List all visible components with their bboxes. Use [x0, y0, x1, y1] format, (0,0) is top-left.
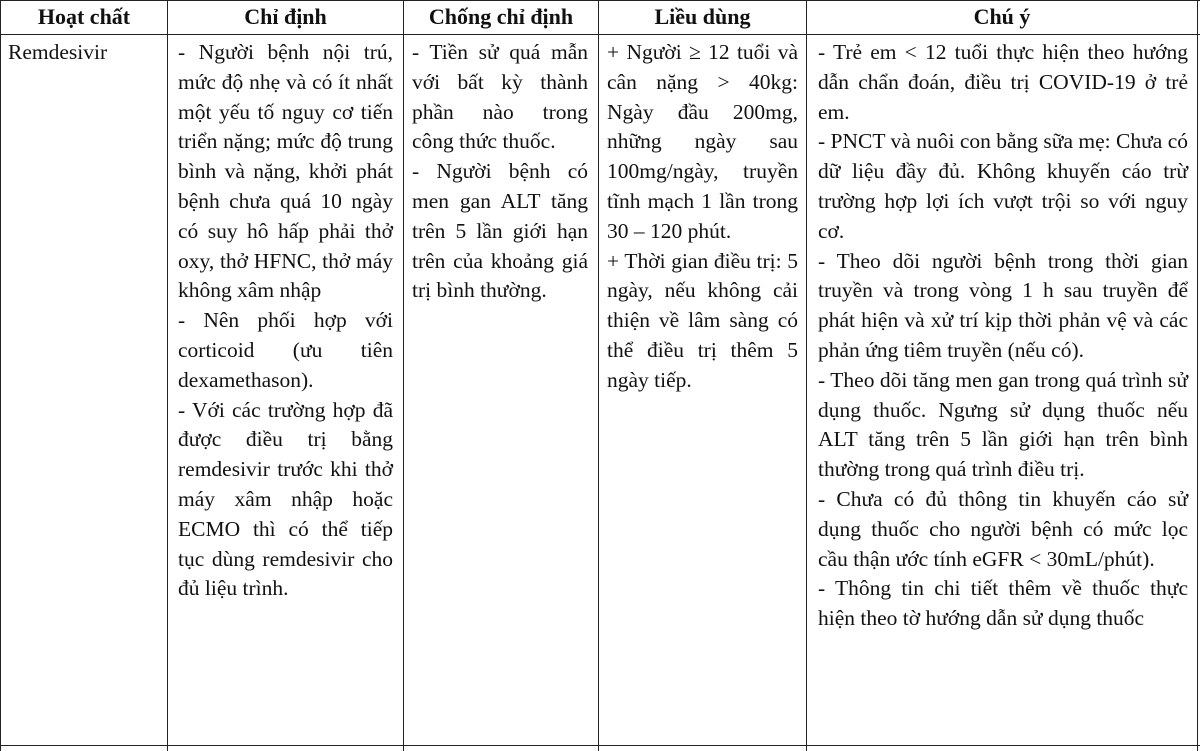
header-dosage: Liều dùng — [654, 4, 751, 29]
row-divider — [0, 745, 1200, 746]
header-indications: Chỉ định — [244, 4, 327, 29]
table-border-right — [1197, 0, 1198, 751]
cell-active-ingredient: Remdesivir — [8, 40, 108, 64]
note-item: - Trẻ em < 12 tuổi thực hiện theo hướng dẫn chẩn đoán, điều trị COVID-19 ở trẻ em. — [818, 40, 1188, 124]
cell-indications — [178, 38, 393, 604]
indication-item: - Nên phối hợp với corticoid (ưu tiên dexamethason). — [178, 308, 393, 392]
note-item: - Thông tin chi tiết thêm về thuốc thực hiện theo tờ hướng dẫn sử dụng thuốc — [818, 576, 1188, 631]
contraindication-item: - Người bệnh có men gan ALT tăng trên 5 lần giới hạn trên của khoảng giá trị bình thường. — [412, 159, 588, 303]
header-divider — [0, 34, 1200, 35]
column-divider-4 — [806, 0, 807, 751]
column-divider-2 — [403, 0, 404, 751]
cell-dosage — [607, 38, 798, 396]
header-notes: Chú ý — [973, 4, 1031, 29]
contraindication-item: - Tiền sử quá mẫn với bất kỳ thành phần nào trong công thức thuốc. — [412, 40, 588, 154]
indication-item: - Với các trường hợp đã được điều trị bằng remdesivir trước khi thở máy xâm nhập hoặc ECMO thì có thể tiếp tục dùng remdesivir cho đủ liệu trình. — [178, 397, 393, 601]
column-divider-1 — [167, 0, 168, 751]
note-item: - Theo dõi tăng men gan trong quá trình sử dụng thuốc. Ngưng sử dụng thuốc nếu ALT tăng trên 5 lần giới hạn trên bình thường trong quá trình điều trị. — [818, 367, 1188, 482]
header-active-ingredient: Hoạt chất — [37, 4, 131, 29]
column-divider-3 — [598, 0, 599, 751]
table-border-left — [0, 0, 1, 751]
note-item: - PNCT và nuôi con bằng sữa mẹ: Chưa có dữ liệu đầy đủ. Không khuyến cáo trừ trường hợp lợi ích vượt trội so với nguy cơ. — [818, 129, 1188, 243]
note-item: - Theo dõi người bệnh trong thời gian truyền và trong vòng 1 h sau truyền để phát hiện và xử trí kịp thời phản vệ và các phản ứng tiêm truyền (nếu có). — [818, 248, 1188, 362]
header-contraindications: Chống chỉ định — [428, 4, 574, 29]
indication-item: - Người bệnh nội trú, mức độ nhẹ và có ít nhất một yếu tố nguy cơ tiến triển nặng; mức độ trung bình và nặng, khởi phát bệnh chưa quá 10 ngày có suy hô hấp phải thở oxy, thở HFNC, thở máy không xâm nhập — [178, 40, 393, 303]
cell-notes — [818, 38, 1188, 634]
cell-contraindications — [412, 38, 588, 306]
dosage-item: + Người ≥ 12 tuổi và cân nặng > 40kg: Ngày đầu 200mg, những ngày sau 100mg/ngày, truyền tĩnh mạch 1 lần trong 30 – 120 phút. — [607, 40, 798, 243]
note-item: - Chưa có đủ thông tin khuyến cáo sử dụng thuốc cho người bệnh có mức lọc cầu thận ước tính eGFR < 30mL/phút). — [818, 486, 1188, 571]
dosage-item: + Thời gian điều trị: 5 ngày, nếu không cải thiện về lâm sàng có thể điều trị thêm 5 ngày tiếp. — [607, 248, 798, 392]
